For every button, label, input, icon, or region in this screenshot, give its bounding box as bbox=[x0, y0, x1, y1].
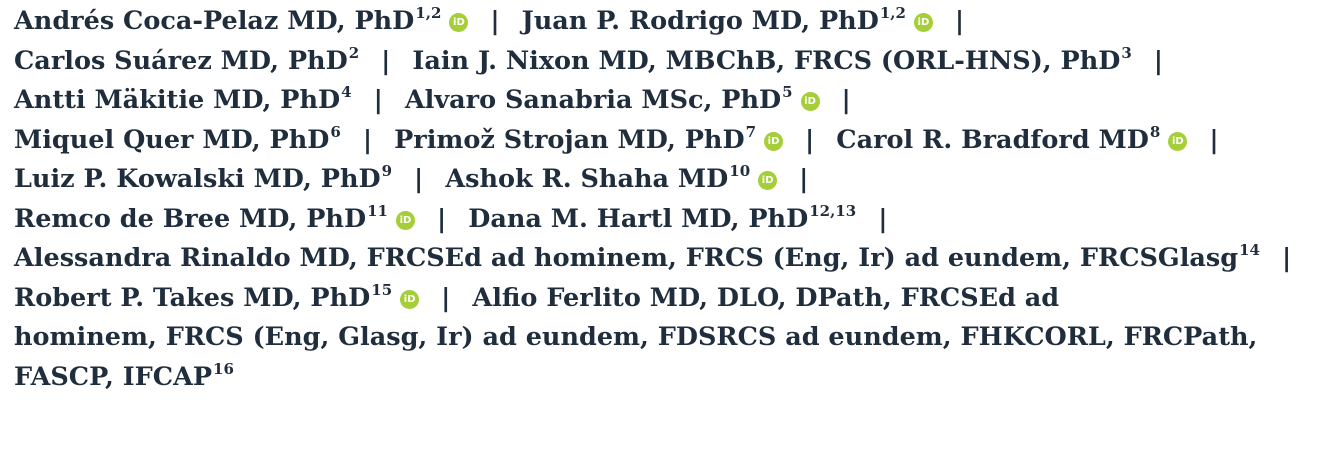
author-line bbox=[14, 42, 1314, 82]
affiliation-superscript: 9 bbox=[381, 162, 393, 180]
orcid-icon[interactable]: iD bbox=[396, 211, 415, 230]
author-separator: | bbox=[878, 203, 888, 234]
author-text: Juan P. Rodrigo MD, PhD bbox=[521, 6, 879, 36]
author-separator: | bbox=[841, 85, 851, 115]
author-name bbox=[14, 201, 388, 234]
affiliation-superscript: 16 bbox=[213, 359, 234, 378]
affiliation-superscript: 1,2 bbox=[879, 4, 906, 22]
orcid-icon[interactable]: iD bbox=[764, 132, 783, 151]
author-text: Robert P. Takes MD, PhD bbox=[14, 282, 371, 313]
author-separator: | bbox=[490, 6, 500, 36]
orcid-icon[interactable]: iD bbox=[1168, 132, 1187, 151]
author-name bbox=[14, 243, 1260, 273]
author-name bbox=[836, 122, 1161, 155]
author-text: Ashok R. Shaha MD bbox=[445, 164, 729, 194]
author-name bbox=[405, 85, 793, 115]
affiliation-superscript: 4 bbox=[341, 83, 352, 101]
orcid-icon[interactable]: iD bbox=[400, 290, 419, 309]
affiliation-superscript: 11 bbox=[367, 201, 388, 220]
author-name bbox=[468, 201, 857, 234]
author-name bbox=[14, 6, 441, 36]
author-line bbox=[14, 318, 1314, 358]
affiliation-superscript: 1,2 bbox=[415, 4, 442, 22]
author-line bbox=[14, 279, 1314, 319]
author-separator: | bbox=[381, 45, 391, 76]
author-list bbox=[14, 2, 1314, 397]
author-text: Alessandra Rinaldo MD, FRCSEd ad hominem, FRCS (Eng, Ir) ad eundem, FRCSGlasg bbox=[14, 243, 1239, 273]
author-line bbox=[14, 239, 1314, 279]
affiliation-superscript: 6 bbox=[330, 122, 341, 141]
author-name bbox=[14, 122, 341, 155]
author-text: Remco de Bree MD, PhD bbox=[14, 203, 367, 234]
affiliation-superscript: 12,13 bbox=[809, 201, 857, 220]
author-text: hominem, FRCS (Eng, Glasg, Ir) ad eundem, FDSRCS ad eundem, FHKCORL, FRCPath, bbox=[14, 322, 1258, 352]
author-text: Antti Mäkitie MD, PhD bbox=[14, 85, 341, 115]
author-name bbox=[14, 164, 392, 194]
author-text: FASCP, IFCAP bbox=[14, 361, 213, 392]
orcid-icon[interactable]: iD bbox=[914, 13, 933, 32]
author-name bbox=[412, 43, 1132, 76]
author-name bbox=[14, 280, 393, 313]
author-name bbox=[445, 164, 750, 194]
author-line bbox=[14, 200, 1314, 240]
author-name bbox=[472, 283, 1059, 313]
orcid-icon[interactable]: iD bbox=[758, 171, 777, 190]
orcid-icon[interactable]: iD bbox=[449, 13, 468, 32]
author-separator: | bbox=[362, 124, 373, 155]
author-text: Alvaro Sanabria MSc, PhD bbox=[404, 85, 782, 115]
orcid-icon[interactable]: iD bbox=[801, 92, 820, 111]
author-line bbox=[14, 358, 1314, 398]
affiliation-superscript: 5 bbox=[782, 83, 793, 101]
author-text: Iain J. Nixon MD, MBChB, FRCS (ORL-HNS), PhD bbox=[412, 45, 1121, 76]
affiliation-superscript: 14 bbox=[1239, 241, 1260, 259]
affiliation-superscript: 15 bbox=[371, 280, 393, 299]
author-separator: | bbox=[954, 6, 965, 36]
affiliation-superscript: 3 bbox=[1121, 43, 1132, 62]
author-name bbox=[522, 6, 906, 36]
author-text: Alfio Ferlito MD, DLO, DPath, FRCSEd ad bbox=[472, 282, 1060, 313]
author-line bbox=[14, 121, 1314, 161]
affiliation-superscript: 7 bbox=[745, 122, 757, 141]
author-line bbox=[14, 2, 1314, 42]
author-line bbox=[14, 160, 1314, 200]
affiliation-superscript: 10 bbox=[729, 162, 751, 180]
author-text: Andrés Coca-Pelaz MD, PhD bbox=[14, 6, 415, 36]
author-line bbox=[14, 81, 1314, 121]
author-name bbox=[14, 85, 352, 115]
author-text: Carol R. Bradford MD bbox=[836, 124, 1149, 155]
author-separator: | bbox=[805, 124, 815, 155]
author-separator: | bbox=[799, 164, 809, 194]
affiliation-superscript: 8 bbox=[1149, 122, 1161, 141]
author-separator: | bbox=[414, 164, 424, 194]
author-separator: | bbox=[436, 203, 447, 234]
affiliation-superscript: 2 bbox=[348, 43, 360, 62]
author-separator: | bbox=[1153, 45, 1164, 76]
author-name bbox=[14, 43, 360, 76]
author-separator: | bbox=[441, 282, 451, 313]
author-text: Primož Strojan MD, PhD bbox=[394, 124, 745, 155]
author-name bbox=[394, 122, 757, 155]
author-separator: | bbox=[1209, 124, 1219, 155]
author-text: Carlos Suárez MD, PhD bbox=[14, 45, 348, 76]
author-text: Luiz P. Kowalski MD, PhD bbox=[14, 164, 381, 194]
author-text: Dana M. Hartl MD, PhD bbox=[468, 203, 809, 234]
author-separator: | bbox=[373, 85, 383, 115]
author-separator: | bbox=[1281, 243, 1292, 273]
author-text: Miquel Quer MD, PhD bbox=[14, 124, 330, 155]
